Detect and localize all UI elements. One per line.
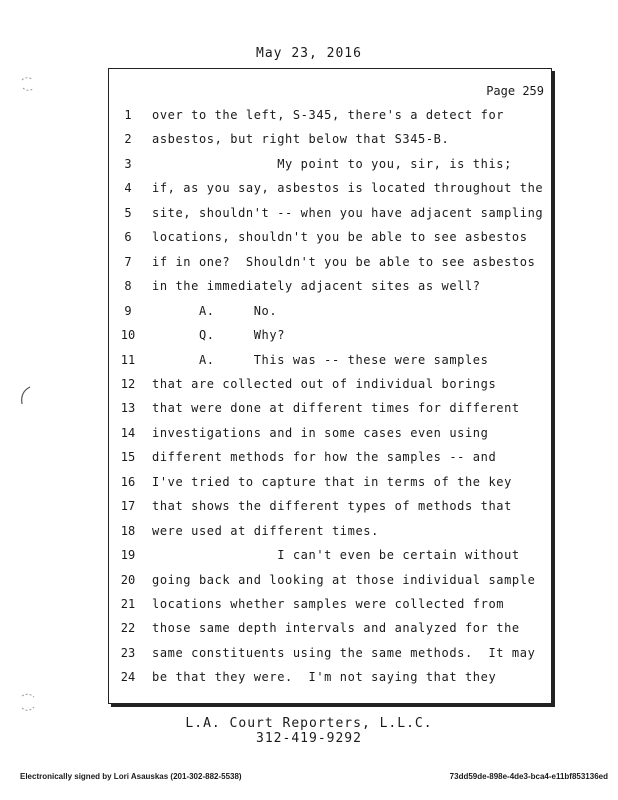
line-number: 16: [120, 475, 136, 489]
transcript-line-text: A. This was -- these were samples: [152, 353, 489, 367]
line-number: 8: [124, 279, 132, 293]
transcript-line-text: that were done at different times for different: [152, 401, 520, 415]
transcript-line-text: investigations and in some cases even using: [152, 426, 489, 440]
line-number: 20: [120, 573, 136, 587]
line-number: 5: [124, 206, 132, 220]
transcript-line-text: A. No.: [152, 304, 278, 318]
electronic-signature-note: Electronically signed by Lori Asauskas (201-302-882-5538): [20, 772, 242, 781]
line-number: 13: [120, 401, 136, 415]
line-number: 14: [120, 426, 136, 440]
line-number: 22: [120, 621, 136, 635]
line-number: 2: [124, 132, 132, 146]
transcript-line-text: site, shouldn't -- when you have adjacent sampling: [152, 206, 544, 220]
page-number: Page 259: [486, 84, 544, 98]
line-number: 18: [120, 524, 136, 538]
line-number: 12: [120, 377, 136, 391]
punch-hole-mark: [18, 74, 40, 96]
line-number: 19: [120, 548, 136, 562]
line-number: 9: [124, 304, 132, 318]
line-number: 11: [120, 353, 136, 367]
line-number: 23: [120, 646, 136, 660]
line-number: 15: [120, 450, 136, 464]
transcript-line-text: that shows the different types of methods that: [152, 499, 512, 513]
line-number: 1: [124, 108, 132, 122]
transcript-line-text: I can't even be certain without: [152, 548, 520, 562]
line-number: 10: [120, 328, 136, 342]
page-shadow-bottom: [111, 704, 555, 707]
transcript-line-text: same constituents using the same methods. It may: [152, 646, 536, 660]
transcript-date: May 23, 2016: [256, 46, 362, 61]
line-number: 21: [120, 597, 136, 611]
transcript-line-text: be that they were. I'm not saying that they: [152, 670, 497, 684]
transcript-line-text: locations whether samples were collected from: [152, 597, 505, 611]
transcript-line-text: were used at different times.: [152, 524, 379, 538]
document-id: 73dd59de-898e-4de3-bca4-e11bf853136ed: [449, 772, 608, 781]
line-number: 6: [124, 230, 132, 244]
page-shadow-right: [552, 71, 555, 707]
transcript-line-text: in the immediately adjacent sites as well?: [152, 279, 481, 293]
court-reporter-name: L.A. Court Reporters, L.L.C.: [185, 716, 433, 731]
transcript-line-text: that are collected out of individual borings: [152, 377, 497, 391]
transcript-line-text: locations, shouldn't you be able to see asbestos: [152, 230, 528, 244]
transcript-line-text: if in one? Shouldn't you be able to see asbestos: [152, 255, 536, 269]
line-number: 4: [124, 181, 132, 195]
punch-hole-mark: [16, 384, 38, 410]
transcript-line-text: I've tried to capture that in terms of the key: [152, 475, 512, 489]
transcript-line-text: Q. Why?: [152, 328, 286, 342]
transcript-line-text: different methods for how the samples -- and: [152, 450, 497, 464]
transcript-line-text: going back and looking at those individual sample: [152, 573, 536, 587]
transcript-line-text: those same depth intervals and analyzed for the: [152, 621, 520, 635]
transcript-line-text: My point to you, sir, is this;: [152, 157, 512, 171]
punch-hole-mark: [18, 690, 40, 716]
line-number: 17: [120, 499, 136, 513]
line-number: 24: [120, 670, 136, 684]
transcript-line-text: asbestos, but right below that S345-B.: [152, 132, 450, 146]
transcript-line-text: over to the left, S-345, there's a detect for: [152, 108, 505, 122]
line-number: 7: [124, 255, 132, 269]
transcript-line-text: if, as you say, asbestos is located throughout the: [152, 181, 544, 195]
court-reporter-phone: 312-419-9292: [256, 731, 362, 746]
line-number: 3: [124, 157, 132, 171]
